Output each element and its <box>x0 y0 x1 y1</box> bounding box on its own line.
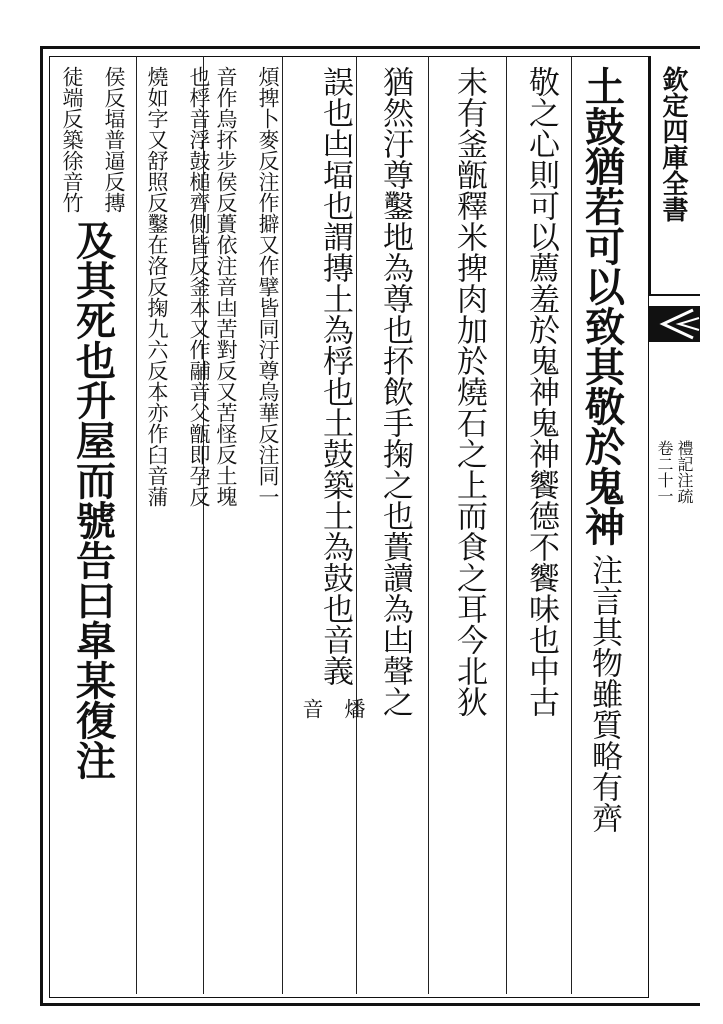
main-text: 及其死也升屋而號告曰皐某復注 <box>69 220 117 780</box>
note-left: 音 <box>300 698 324 719</box>
text-column-3 <box>447 66 487 729</box>
margin-book-title: 欽定四庫全書 <box>658 66 688 222</box>
text-column-4 <box>373 66 413 729</box>
text-column-2 <box>519 66 559 729</box>
column-rule <box>136 56 137 994</box>
note-right: 侯反堛普逼反摶 <box>102 66 126 213</box>
note-left: 徒端反築徐音竹 <box>60 66 84 213</box>
column-rule <box>571 56 572 994</box>
commentary-text: 誤也凷堛也謂摶土為桴也土鼓築土為鼓也音義 <box>317 66 353 686</box>
interlinear-note <box>143 66 213 514</box>
commentary-text: 敬之心則可以薦羞於鬼神鬼神饗德不饗味也中古 <box>523 66 559 717</box>
note-left: 燒如字又舒照反鑿在洛反掬九六反本亦作臼音蒲 <box>145 66 169 507</box>
commentary-text: 注言其物雖質略有齊 <box>586 554 622 833</box>
text-column-6 <box>212 66 282 514</box>
note-left: 音作烏抔步侯反蕢依注音凷苦對反又苦怪反土塊 <box>214 66 238 507</box>
column-rule <box>506 56 507 994</box>
note-right: 燔 <box>342 698 366 719</box>
margin-volume-title: 禮記注疏 <box>675 440 694 504</box>
note-right: 也桴音浮鼓槌齊側皆反釜本又作鬴音父甑即孕反 <box>187 66 211 507</box>
margin-volume-number: 卷二十一 <box>655 440 674 504</box>
column-rule <box>282 56 283 994</box>
text-column-7 <box>143 66 213 514</box>
text-column-5 <box>298 66 368 726</box>
fish-tail-ornament-icon <box>649 306 700 342</box>
note-right: 煩捭卜麥反注作擗又作擘皆同汙尊烏華反注同一 <box>256 66 280 507</box>
interlinear-note <box>58 66 128 220</box>
text-column-8 <box>58 66 128 788</box>
commentary-text: 猶然汙尊鑿地為尊也抔飲手掬之也蕢讀為凷聲之 <box>377 66 413 717</box>
interlinear-note <box>298 698 368 726</box>
text-column-1 <box>580 66 624 845</box>
column-rule <box>428 56 429 994</box>
commentary-text: 未有釜甑釋米捭肉加於燒石之上而食之耳今北狄 <box>451 66 487 717</box>
main-text: 土鼓猶若可以致其敬於鬼神 <box>578 66 626 546</box>
interlinear-note <box>212 66 282 514</box>
